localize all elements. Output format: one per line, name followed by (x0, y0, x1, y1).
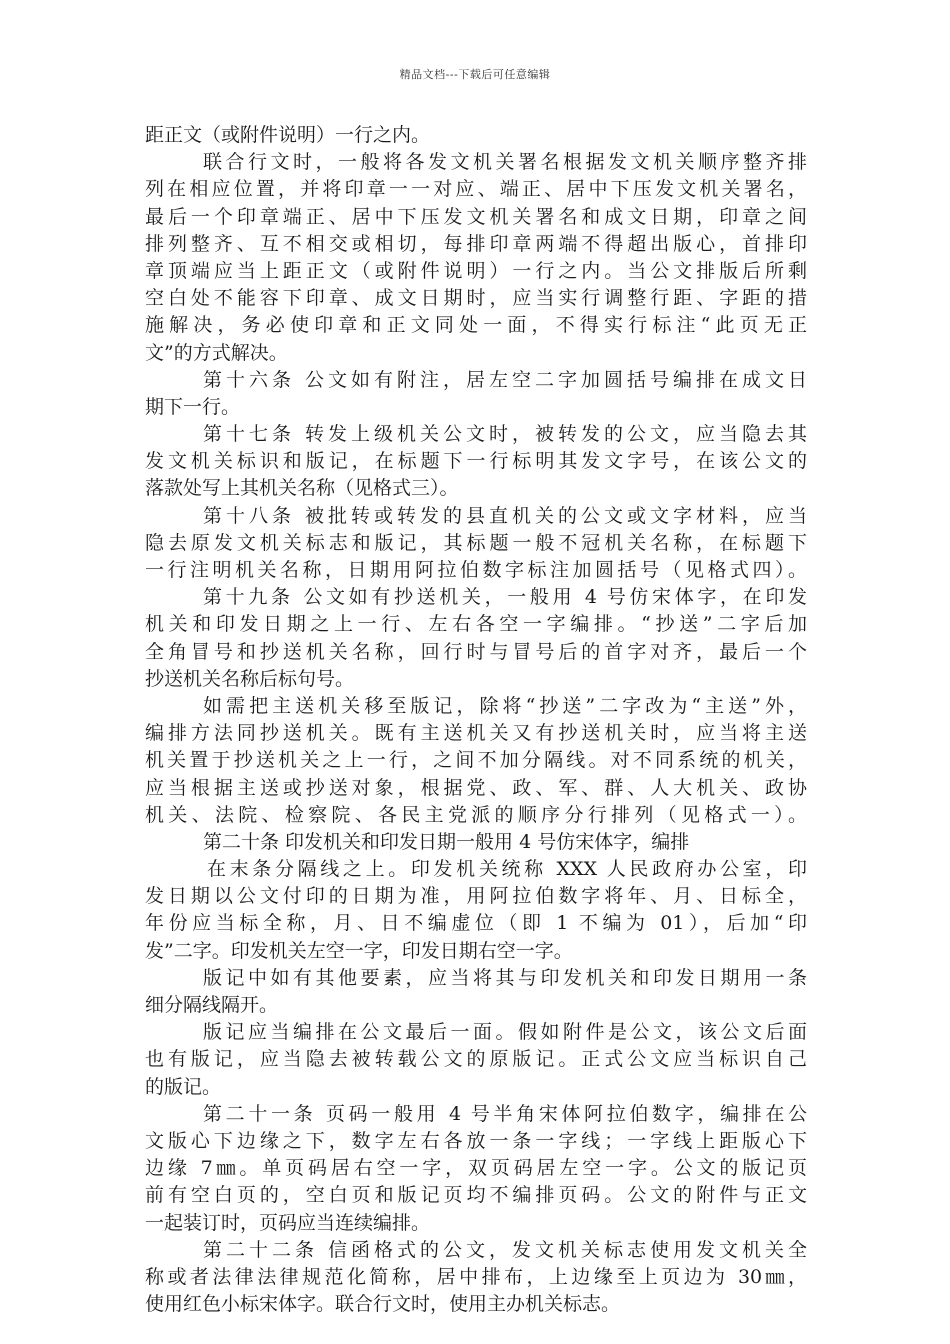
text-line: 排列整齐、互不相交或相切，每排印章两端不得超出版心，首排印 (145, 232, 807, 255)
text-line: 在末条分隔线之上。印发机关统称 XXX 人民政府办公室，印 (207, 858, 807, 881)
text-line: 第二十一条 页码一般用 4 号半角宋体阿拉伯数字，编排在公 (203, 1102, 807, 1125)
text-line: 版记中如有其他要素，应当将其与印发机关和印发日期用一条 (203, 966, 807, 989)
text-line: 一起装订时，页码应当连续编排。 (145, 1211, 431, 1234)
text-line: 使用红色小标宋体字。联合行文时，使用主办机关标志。 (145, 1293, 621, 1316)
text-line: 发”二字。印发机关左空一字，印发日期右空一字。 (145, 939, 573, 962)
text-line: 联合行文时，一般将各发文机关署名根据发文机关顺序整齐排 (203, 151, 807, 174)
text-line: 发文机关标识和版记，在标题下一行标明其发文字号，在该公文的 (145, 450, 807, 473)
document-body (145, 122, 807, 1318)
text-line: 文”的方式解决。 (145, 341, 288, 364)
text-line: 边缘 7㎜。单页码居右空一字，双页码居左空一字。公文的版记页 (145, 1157, 807, 1180)
text-line: 编排方法同抄送机关。既有主送机关又有抄送机关时，应当将主送 (145, 722, 807, 745)
text-line: 施解决，务必使印章和正文同处一面，不得实行标注“此页无正 (145, 314, 807, 337)
text-line: 最后一个印章端正、居中下压发文机关署名和成文日期，印章之间 (145, 205, 807, 228)
text-line: 一行注明机关名称，日期用阿拉伯数字标注加圆括号（见格式四）。 (145, 559, 807, 581)
text-line: 落款处写上其机关名称（见格式三）。 (145, 477, 459, 500)
text-line: 隐去原发文机关标志和版记，其标题一般不冠机关名称，在标题下 (145, 531, 807, 554)
text-line: 版记应当编排在公文最后一面。假如附件是公文，该公文后面 (203, 1021, 807, 1044)
text-line: 距正文（或附件说明）一行之内。 (145, 124, 431, 146)
text-line: 列在相应位置，并将印章一一对应、端正、居中下压发文机关署名， (145, 178, 807, 201)
text-line: 也有版记，应当隐去被转载公文的原版记。正式公文应当标识自己 (145, 1048, 807, 1071)
text-line: 第二十条 印发机关和印发日期一般用 4 号仿宋体字，编排 (203, 830, 690, 853)
page-header: 精品文档---下载后可任意编辑 (399, 68, 551, 81)
text-line: 章顶端应当上距正文（或附件说明）一行之内。当公文排版后所剩 (145, 259, 807, 282)
text-line: 第十八条 被批转或转发的县直机关的公文或文字材料，应当 (203, 504, 807, 527)
text-line: 的版记。 (145, 1075, 222, 1098)
text-line: 细分隔线隔开。 (145, 994, 279, 1016)
text-line: 称或者法律法律规范化简称，居中排布，上边缘至上页边为 30㎜， (145, 1265, 807, 1288)
text-line: 发日期以公文付印的日期为准，用阿拉伯数字将年、月、日标全， (145, 885, 807, 908)
text-line: 前有空白页的，空白页和版记页均不编排页码。公文的附件与正文 (145, 1184, 807, 1207)
text-line: 如需把主送机关移至版记，除将“抄送”二字改为“主送”外， (203, 694, 807, 717)
text-line: 第十九条 公文如有抄送机关，一般用 4 号仿宋体字，在印发 (203, 586, 807, 609)
text-line: 应当根据主送或抄送对象，根据党、政、军、群、人大机关、政协 (145, 776, 807, 799)
text-line: 空白处不能容下印章、成文日期时，应当实行调整行距、字距的措 (145, 287, 807, 310)
text-line: 机关置于抄送机关之上一行，之间不加分隔线。对不同系统的机关， (145, 749, 807, 772)
text-line: 第二十二条 信函格式的公文，发文机关标志使用发文机关全 (203, 1238, 807, 1261)
text-line: 第十六条 公文如有附注，居左空二字加圆括号编排在成文日 (203, 368, 807, 391)
text-line: 机关、法院、检察院、各民主党派的顺序分行排列（见格式一）。 (145, 803, 807, 826)
text-line: 文版心下边缘之下，数字左右各放一条一字线；一字线上距版心下 (145, 1129, 807, 1152)
text-line: 机关和印发日期之上一行、左右各空一字编排。“抄送”二字后加 (145, 613, 807, 636)
text-line: 抄送机关名称后标句号。 (145, 667, 355, 690)
text-line: 全角冒号和抄送机关名称，回行时与冒号后的首字对齐，最后一个 (145, 640, 807, 663)
text-line: 期下一行。 (145, 395, 241, 418)
text-line: 年份应当标全称，月、日不编虚位（即 1 不编为 01），后加“印 (145, 912, 807, 935)
text-line: 第十七条 转发上级机关公文时，被转发的公文，应当隐去其 (203, 423, 807, 446)
